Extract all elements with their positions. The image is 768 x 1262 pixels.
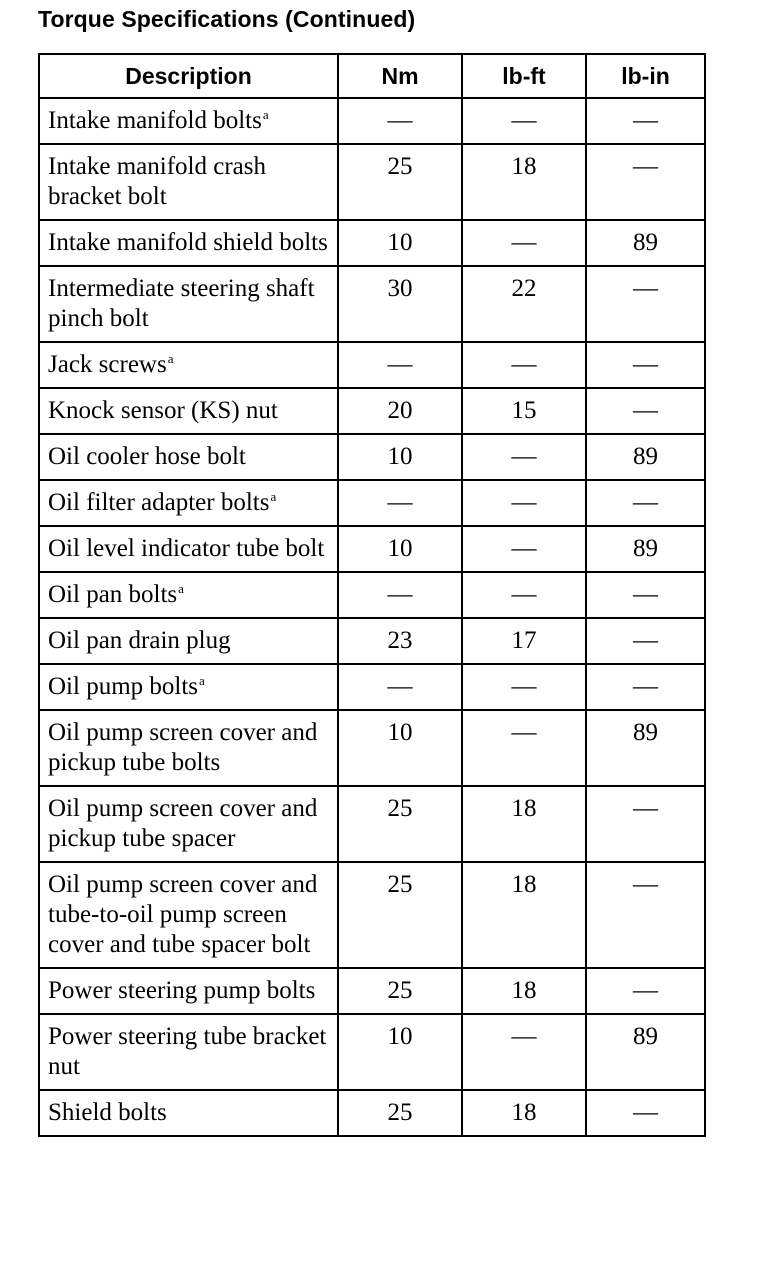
cell-description [39,342,338,388]
description-text: Power steering pump bolts [48,977,316,1004]
description-text: Intake manifold bolts [48,107,262,134]
cell-nm: — [338,664,462,710]
cell-nm: 30 [338,266,462,342]
cell-description [39,786,338,862]
footnote-marker: a [167,351,174,366]
cell-lbin: — [586,480,705,526]
cell-lbft: — [462,1014,586,1090]
cell-lbin: — [586,664,705,710]
table-row [39,710,705,786]
cell-lbft: 18 [462,786,586,862]
cell-lbin: — [586,342,705,388]
cell-lbin: — [586,786,705,862]
description-text: Oil pan bolts [48,581,178,608]
description-text: Power steering tube bracket nut [48,1023,327,1080]
cell-nm: 25 [338,968,462,1014]
cell-description [39,434,338,480]
header-lbft: lb-ft [462,54,586,98]
table-row [39,786,705,862]
description-text: Oil pan drain plug [48,627,231,654]
table-row [39,434,705,480]
cell-description [39,480,338,526]
cell-nm: — [338,480,462,526]
footnote-marker: a [262,107,269,122]
cell-lbft: — [462,710,586,786]
footnote-marker: a [270,489,277,504]
cell-lbft: 18 [462,1090,586,1136]
cell-lbin: — [586,266,705,342]
cell-lbft: — [462,526,586,572]
cell-description [39,220,338,266]
cell-lbft: 18 [462,144,586,220]
cell-description [39,664,338,710]
cell-nm: 10 [338,1014,462,1090]
description-text: Jack screws [48,351,167,378]
cell-lbin: 89 [586,526,705,572]
cell-nm: 10 [338,220,462,266]
description-text: Intermediate steering shaft pinch bolt [48,275,315,332]
cell-nm: — [338,342,462,388]
cell-lbin: — [586,862,705,968]
table-row [39,526,705,572]
cell-lbin: — [586,388,705,434]
footnote-marker: a [199,673,205,688]
footnote-marker: a [178,581,184,596]
cell-description [39,1014,338,1090]
cell-nm: 25 [338,144,462,220]
cell-lbin: — [586,618,705,664]
table-row [39,1014,705,1090]
table-row [39,1090,705,1136]
description-text: Oil pump screen cover and tube-to-oil pump screen cover and tube spacer bolt [48,871,318,958]
table-row [39,98,705,144]
table-row [39,664,705,710]
cell-description [39,266,338,342]
description-text: Knock sensor (KS) nut [48,397,278,424]
cell-lbft: 17 [462,618,586,664]
cell-lbin: 89 [586,1014,705,1090]
cell-nm: 25 [338,862,462,968]
cell-nm: 10 [338,434,462,480]
header-nm: Nm [338,54,462,98]
table-row [39,618,705,664]
table-header-row [39,54,705,98]
description-text: Shield bolts [48,1099,167,1126]
cell-nm: 10 [338,526,462,572]
description-text: Oil level indicator tube bolt [48,535,325,562]
cell-description [39,1090,338,1136]
torque-spec-table [38,53,706,1137]
cell-lbin: — [586,968,705,1014]
table-row [39,572,705,618]
cell-lbin: 89 [586,220,705,266]
cell-lbft: — [462,664,586,710]
cell-lbin: — [586,144,705,220]
cell-description [39,862,338,968]
description-text: Oil filter adapter bolts [48,489,270,516]
cell-lbft: — [462,98,586,144]
cell-lbft: 15 [462,388,586,434]
description-text: Intake manifold crash bracket bolt [48,153,266,210]
cell-nm: 25 [338,786,462,862]
table-row [39,220,705,266]
description-text: Oil cooler hose bolt [48,443,246,470]
cell-nm: 10 [338,710,462,786]
description-text: Oil pump screen cover and pickup tube bolts [48,719,318,776]
description-text: Intake manifold shield bolts [48,229,328,256]
table-row [39,266,705,342]
cell-lbft: — [462,434,586,480]
cell-nm: 23 [338,618,462,664]
description-text: Oil pump bolts [48,673,199,700]
cell-description [39,968,338,1014]
cell-lbft: 22 [462,266,586,342]
cell-lbft: — [462,342,586,388]
table-row [39,862,705,968]
cell-lbin: 89 [586,710,705,786]
table-row [39,144,705,220]
cell-lbin: — [586,572,705,618]
cell-description [39,618,338,664]
table-body [39,98,705,1136]
cell-lbin: — [586,1090,705,1136]
cell-lbft: — [462,572,586,618]
cell-nm: 20 [338,388,462,434]
cell-lbin: 89 [586,434,705,480]
header-lbin: lb-in [586,54,705,98]
table-row [39,968,705,1014]
cell-description [39,388,338,434]
cell-lbft: — [462,220,586,266]
cell-nm: — [338,98,462,144]
table-row [39,480,705,526]
cell-description [39,572,338,618]
description-text: Oil pump screen cover and pickup tube spacer [48,795,318,852]
header-description: Description [39,54,338,98]
table-row [39,388,705,434]
page-title: Torque Specifications (Continued) [38,6,416,32]
cell-lbft: 18 [462,968,586,1014]
cell-nm: — [338,572,462,618]
cell-description [39,98,338,144]
cell-lbin: — [586,98,705,144]
cell-lbft: 18 [462,862,586,968]
cell-description [39,144,338,220]
table-row [39,342,705,388]
cell-description [39,526,338,572]
cell-nm: 25 [338,1090,462,1136]
cell-lbft: — [462,480,586,526]
cell-description [39,710,338,786]
